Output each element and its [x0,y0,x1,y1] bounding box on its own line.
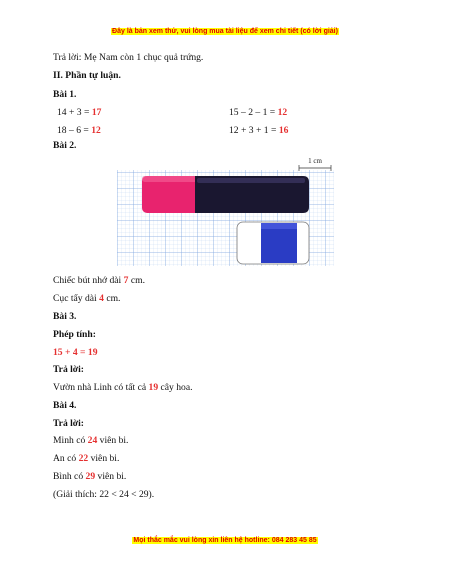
bai2-title: Bài 2. [53,140,77,151]
eraser-length-line [53,293,120,305]
an-prefix: An có [53,453,77,464]
equation-3 [57,125,101,137]
equation-expr: 15 – 2 – 1 = [229,107,276,118]
bai3-answer-line [53,382,193,394]
calc-expression: 15 + 4 = 19 [53,347,98,358]
preview-notice-banner [0,28,450,35]
eraser [237,222,309,264]
equation-result: 17 [91,107,102,118]
equation-expr: 14 + 3 = [57,107,90,118]
binh-prefix: Bình có [53,471,84,482]
marker-length-suffix: cm. [130,275,145,286]
minh-suffix: viên bi. [99,435,129,446]
explanation-line: (Giải thích: 22 < 24 < 29). [53,489,155,500]
eraser-length-prefix: Cục tẩy dài [53,293,97,304]
an-value: 22 [78,453,89,464]
equation-expr: 18 – 6 = [57,125,89,136]
marker-body-highlight [197,178,305,183]
marker-length-prefix: Chiếc bút nhớ dài [53,275,122,286]
minh-prefix: Minh có [53,435,86,446]
marker-pen [142,176,309,213]
preview-notice-text: Đây là bản xem thử, vui lòng mua tài liệu để xem chi tiết (có lời giải) [112,28,338,35]
scale-label: 1 cm [308,157,322,165]
binh-line [53,471,126,483]
marker-cap-highlight [142,176,202,182]
calc-label: Phép tính: [53,329,96,340]
an-suffix: viên bi. [90,453,120,464]
bai4-title: Bài 4. [53,400,77,411]
equation-result: 12 [91,125,101,136]
marker-length-value: 7 [123,275,129,286]
marker-length-line [53,275,145,287]
hotline-banner [0,537,450,544]
hotline-text: Mọi thắc mắc vui lòng xin liên hệ hotline: 084 283 45 85 [133,537,317,544]
eraser-length-suffix: cm. [106,293,121,304]
bai1-title: Bài 1. [53,89,77,100]
equation-result: 16 [278,125,289,136]
minh-line [53,435,128,447]
bai3-answer-prefix: Vườn nhà Linh có tất cả [53,382,147,393]
bai3-answer-suffix: cây hoa. [160,382,193,393]
bai3-answer-label: Trả lời: [53,364,84,375]
equation-1 [57,107,101,119]
ruler-grid-figure [117,156,334,266]
eraser-sleeve-highlight [261,223,297,229]
binh-value: 29 [85,471,96,482]
equation-4 [229,125,288,137]
minh-value: 24 [87,435,98,446]
bai3-answer-value: 19 [148,382,159,393]
bai4-answer-label: Trả lời: [53,418,84,429]
eraser-length-value: 4 [99,293,104,304]
bai3-title: Bài 3. [53,311,77,322]
answer-line: Trả lời: Mẹ Nam còn 1 chục quả trứng. [53,52,204,63]
section-title: II. Phần tự luận. [53,70,121,81]
equation-result: 12 [277,107,288,118]
an-line [53,453,119,465]
equation-2 [229,107,287,119]
equation-expr: 12 + 3 + 1 = [229,125,277,136]
binh-suffix: viên bi. [97,471,127,482]
